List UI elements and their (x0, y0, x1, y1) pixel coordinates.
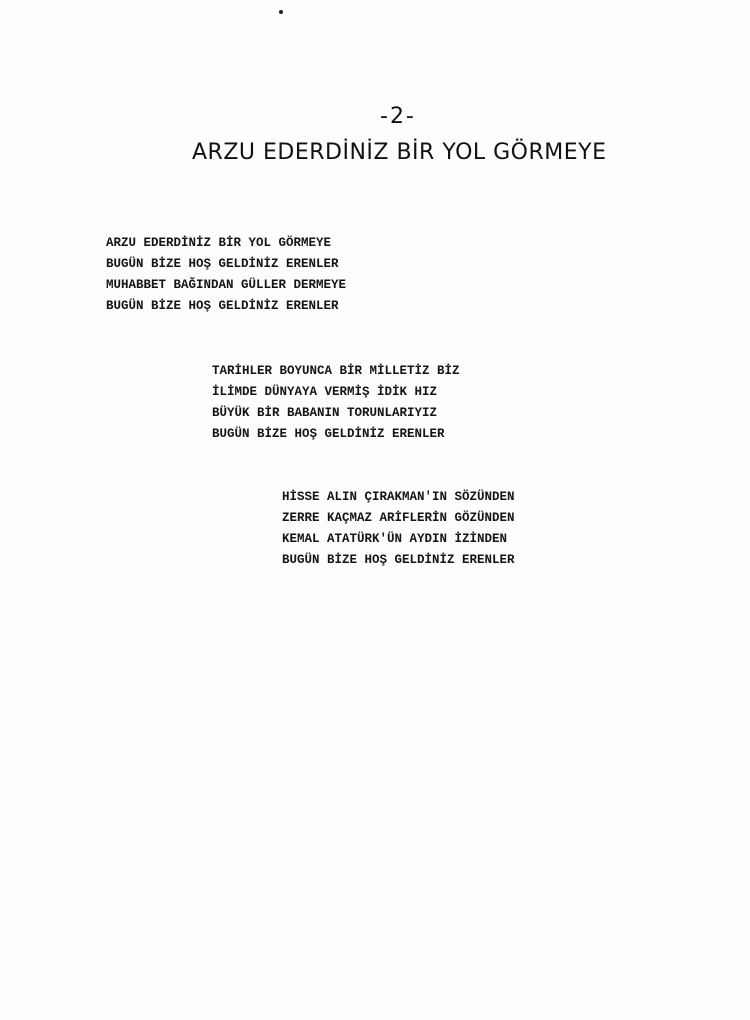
ink-speck (279, 10, 283, 14)
verse-line: BUGÜN BİZE HOŞ GELDİNİZ ERENLER (212, 427, 445, 441)
verse-line: BÜYÜK BİR BABANIN TORUNLARIYIZ (212, 406, 438, 420)
verse-line: MUHABBET BAĞINDAN GÜLLER DERMEYE (106, 278, 347, 292)
stanza-3 (282, 487, 515, 571)
stanza-2 (212, 361, 460, 445)
verse-line: BUGÜN BİZE HOŞ GELDİNİZ ERENLER (106, 257, 339, 271)
verse-line: BUGÜN BİZE HOŞ GELDİNİZ ERENLER (282, 553, 515, 567)
verse-line: KEMAL ATATÜRK'ÜN AYDIN İZİNDEN (282, 532, 508, 546)
verse-line: BUGÜN BİZE HOŞ GELDİNİZ ERENLER (106, 299, 339, 313)
verse-line: TARİHLER BOYUNCA BİR MİLLETİZ BİZ (212, 364, 460, 378)
verse-line: İLİMDE DÜNYAYA VERMİŞ İDİK HIZ (212, 385, 438, 399)
verse-line: ZERRE KAÇMAZ ARİFLERİN GÖZÜNDEN (282, 511, 515, 525)
verse-line: ARZU EDERDİNİZ BİR YOL GÖRMEYE (106, 236, 332, 250)
stanza-1 (106, 233, 346, 317)
page-title: ARZU EDERDİNİZ BİR YOL GÖRMEYE (192, 140, 607, 165)
verse-line: HİSSE ALIN ÇIRAKMAN'IN SÖZÜNDEN (282, 490, 515, 504)
page-number: -2- (380, 104, 416, 129)
